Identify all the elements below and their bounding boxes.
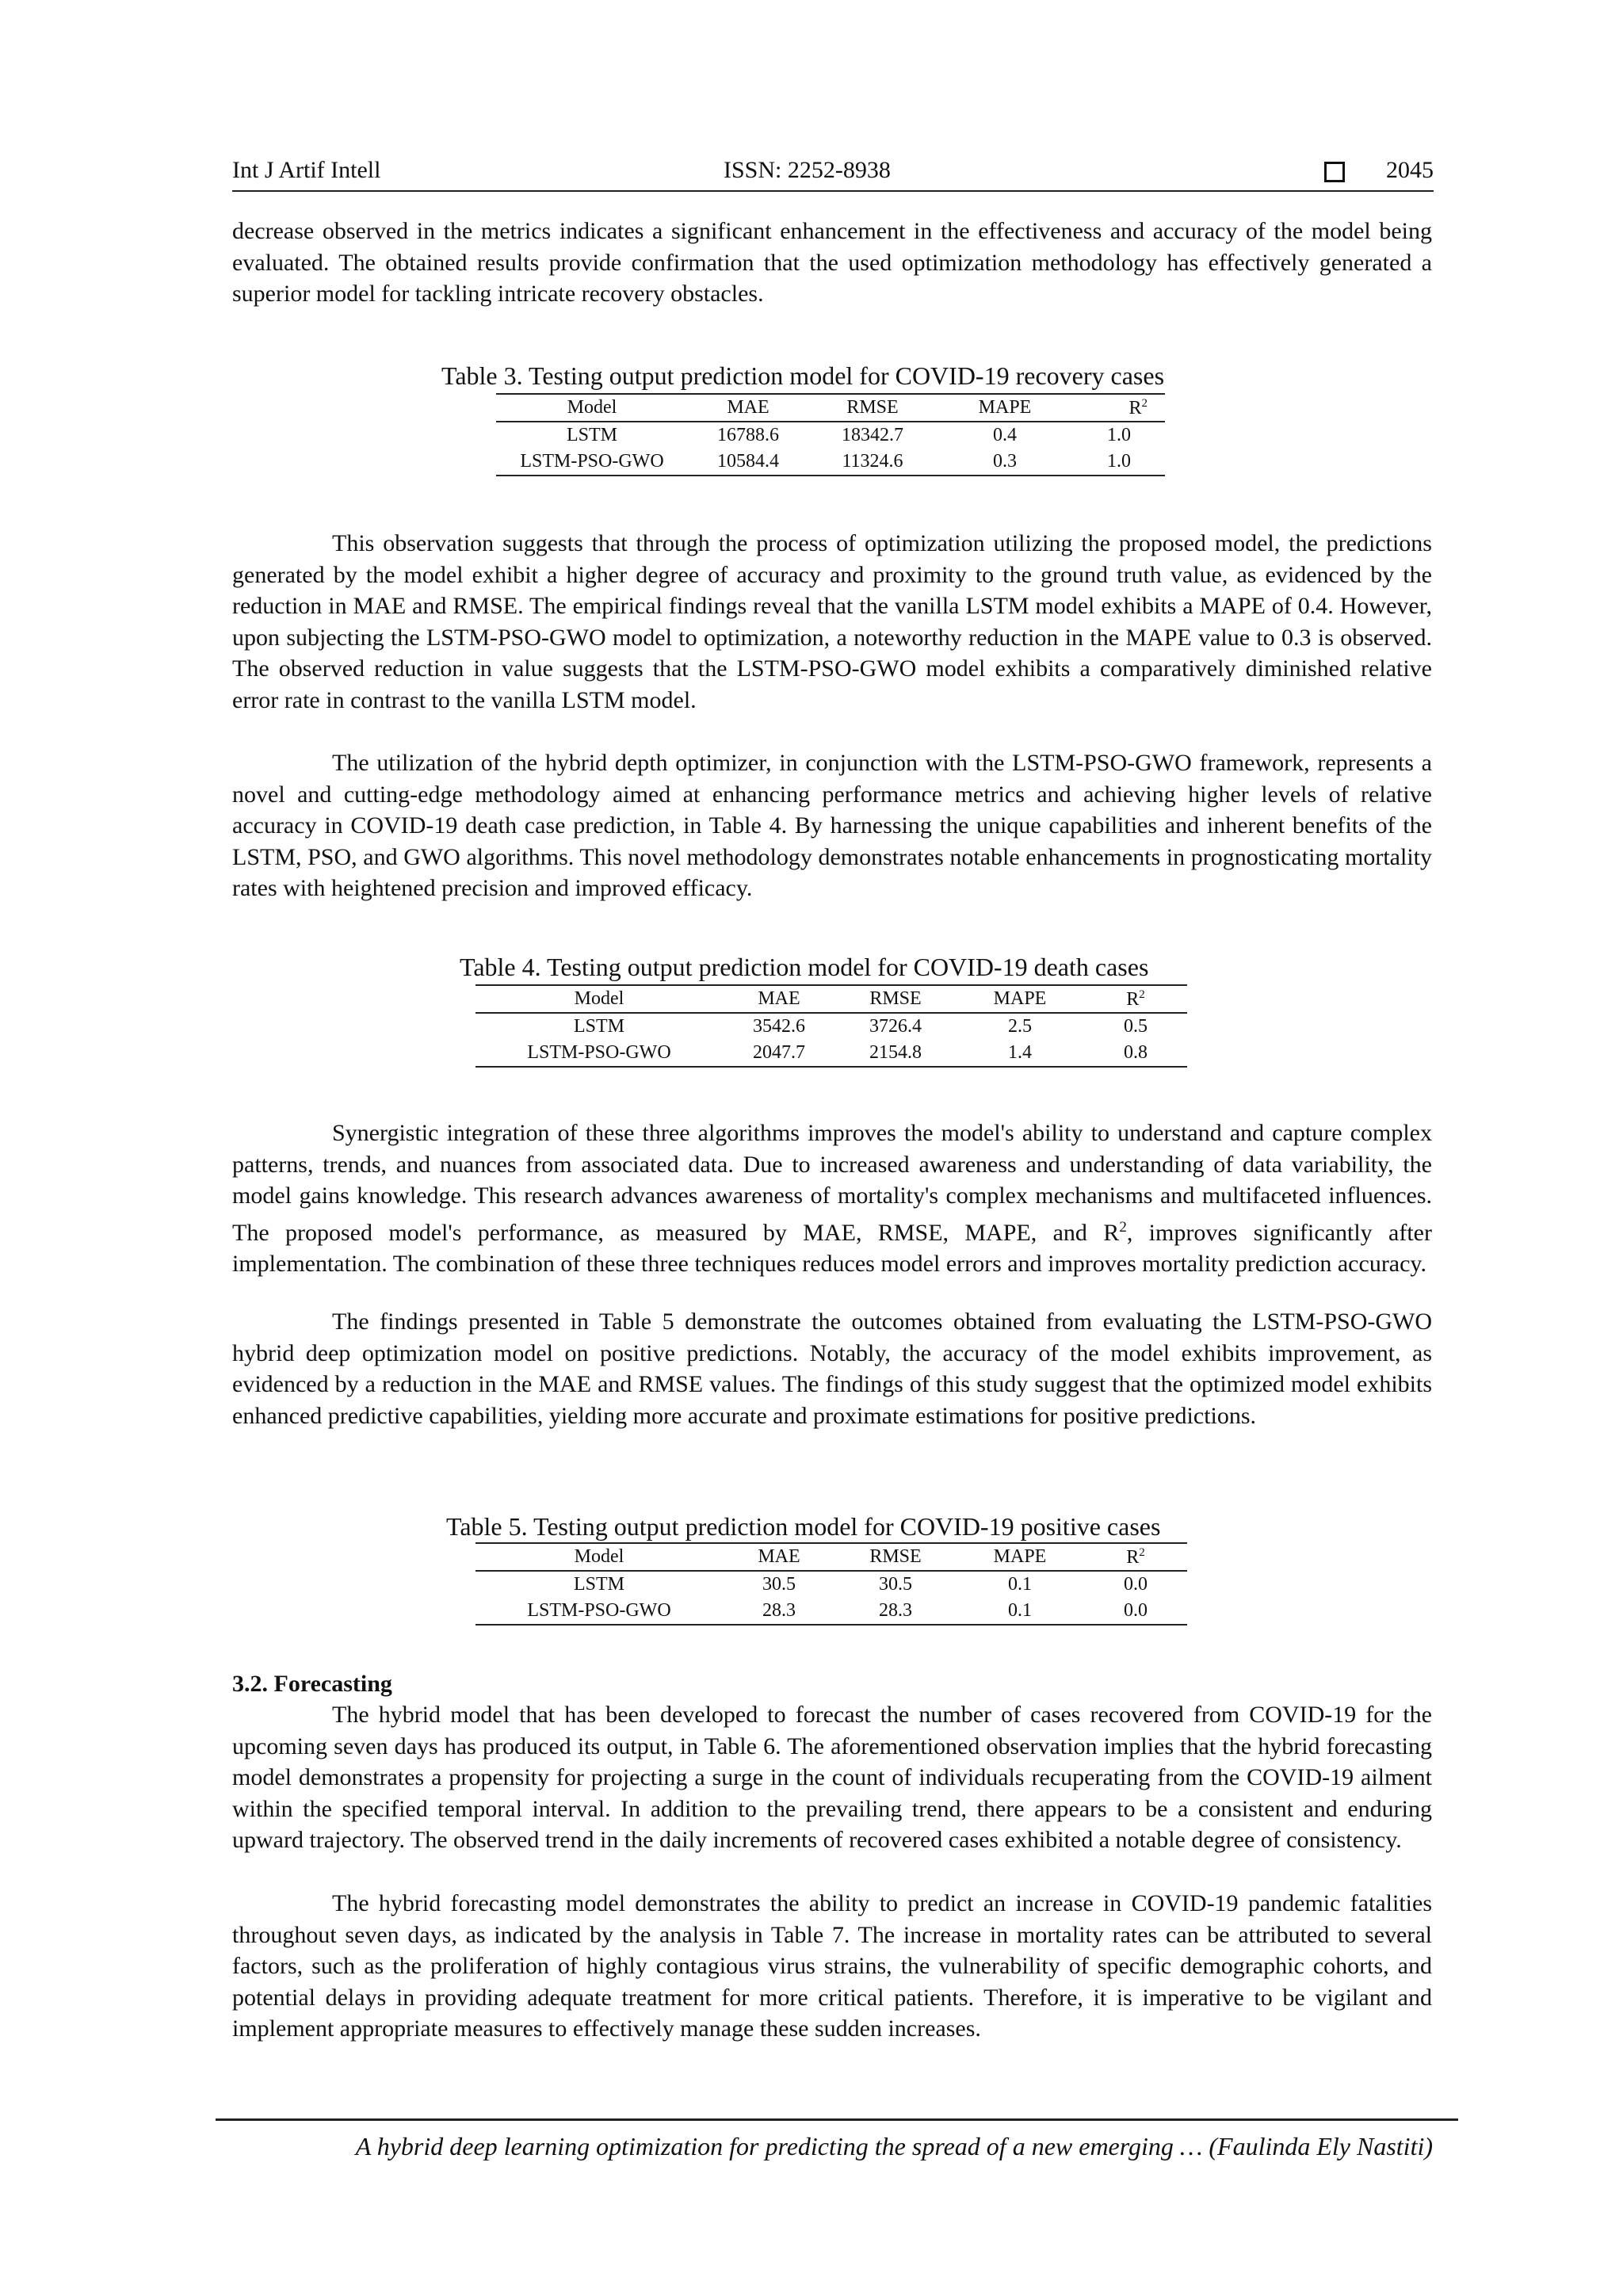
col-header-mae: MAE	[723, 1543, 835, 1571]
col-header-mae: MAE	[723, 985, 835, 1013]
col-header-r2: $R^2$	[1084, 1543, 1187, 1571]
col-header-model: Model	[475, 1543, 723, 1571]
col-header-model: Model	[496, 394, 688, 422]
table-5-caption: Table 5. Testing output prediction model for COVID-19 positive cases	[446, 1512, 1161, 1541]
table-4-caption: Table 4. Testing output prediction model for COVID-19 death cases	[460, 953, 1149, 981]
col-header-rmse: RMSE	[835, 985, 956, 1013]
checkbox-square-icon	[1324, 162, 1345, 182]
table-3	[496, 393, 1165, 476]
col-header-mape: MAPE	[937, 394, 1073, 422]
running-header	[232, 155, 1434, 192]
table-3-caption: Table 3. Testing output prediction model for COVID-19 recovery cases	[441, 361, 1165, 390]
col-header-mape: MAPE	[956, 1543, 1084, 1571]
col-header-rmse: RMSE	[808, 394, 937, 422]
col-header-mae: MAE	[688, 394, 808, 422]
paragraph-1: decrease observed in the metrics indicates a significant enhancement in the effectiveness and accuracy of the model being evaluated. The obtained results provide confirmation that the used optimization methodology has effectively generated a superior model for tackling intricate recovery obstacles.	[232, 218, 1432, 308]
col-header-r2: $R^2$	[1084, 985, 1187, 1013]
paragraph-6: The hybrid model that has been developed to forecast the number of cases recovered from COVID-19 for the upcoming seven days has produced its output, in Table 6. The aforementioned observation implies that the hybrid forecasting model demonstrates a propensity for projecting a surge in the count of individuals recuperating from the COVID-19 ailment within the specified temporal interval. In addition to the prevailing trend, there appears to be a consistent and enduring upward trajectory. The observed trend in the daily increments of recovered cases exhibited a notable degree of consistency.	[232, 1702, 1432, 1854]
page-number: 2045	[1386, 157, 1434, 183]
col-header-model: Model	[475, 985, 723, 1013]
col-header-mape: MAPE	[956, 985, 1084, 1013]
table-4	[475, 984, 1187, 1068]
table-5	[475, 1542, 1187, 1626]
table-row: LSTM 16788.6 18342.7 0.4 1.0	[566, 425, 1131, 445]
table-row: LSTM-PSO-GWO 2047.7 2154.8 1.4 0.8	[475, 1040, 1187, 1067]
journal-name: Int J Artif Intell	[232, 157, 381, 183]
paragraph-5: The findings presented in Table 5 demonstrate the outcomes obtained from evaluating the LSTM-PSO-GWO hybrid deep optimization model on positive predictions. Notably, the accuracy of the model exhibits improvement, as evidenced by a reduction in the MAE and RMSE values. The findings of this study suggest that the optimized model exhibits enhanced predictive capabilities, yielding more accurate and proximate estimations for positive predictions.	[232, 1308, 1432, 1429]
table-row: LSTM 3542.6 3726.4 2.5 0.5	[573, 1016, 1148, 1037]
paragraph-4: Synergistic integration of these three algorithms improves the model's ability to understand and capture complex patterns, trends, and nuances from associated data. Due to increased awareness and understanding of data variability, the model gains knowledge. This research advances awareness of mortality's complex mechanisms and multifaceted influences. The proposed model's performance, as measured by MAE, RMSE, MAPE, and $R^2$, improves significantly after implementation. The combination of these three techniques reduces model errors and improves mortality prediction accuracy.	[232, 1120, 1432, 1278]
paragraph-7: The hybrid forecasting model demonstrates the ability to predict an increase in COVID-19 pandemic fatalities throughout seven days, as indicated by the analysis in Table 7. The increase in mortality rates can be attributed to several factors, such as the proliferation of highly contagious virus strains, the vulnerability of specific demographic cohorts, and potential delays in providing adequate treatment for more critical patients. Therefore, it is imperative to be vigilant and implement appropriate measures to effectively manage these sudden increases.	[232, 1890, 1432, 2042]
running-footer: A hybrid deep learning optimization for predicting the spread of a new emerging … (Faulinda Ely Nastiti)	[355, 2132, 1433, 2160]
table-row: LSTM-PSO-GWO 10584.4 11324.6 0.3 1.0	[496, 449, 1165, 476]
table-row: LSTM-PSO-GWO 28.3 28.3 0.1 0.0	[475, 1598, 1187, 1625]
section-heading: 3.2. Forecasting	[232, 1671, 392, 1697]
col-header-r2: $R^2$	[1073, 394, 1165, 422]
col-header-rmse: RMSE	[835, 1543, 956, 1571]
paragraph-3: The utilization of the hybrid depth optimizer, in conjunction with the LSTM-PSO-GWO framework, represents a novel and cutting-edge methodology aimed at enhancing performance metrics and achieving higher levels of relative accuracy in COVID-19 death case prediction, in Table 4. By harnessing the unique capabilities and inherent benefits of the LSTM, PSO, and GWO algorithms. This novel methodology demonstrates notable enhancements in prognosticating mortality rates with heightened precision and improved efficacy.	[232, 750, 1432, 902]
table-row: LSTM 30.5 30.5 0.1 0.0	[573, 1574, 1148, 1595]
issn: ISSN: 2252-8938	[724, 157, 891, 183]
footer-rule	[216, 2118, 1458, 2121]
paragraph-2: This observation suggests that through the process of optimization utilizing the proposed model, the predictions generated by the model exhibit a higher degree of accuracy and proximity to the ground truth value, as evidenced by the reduction in MAE and RMSE. The empirical findings reveal that the vanilla LSTM model exhibits a MAPE of 0.4. However, upon subjecting the LSTM-PSO-GWO model to optimization, a noteworthy reduction in the MAPE value to 0.3 is observed. The observed reduction in value suggests that the LSTM-PSO-GWO model exhibits a comparatively diminished relative error rate in contrast to the vanilla LSTM model.	[232, 530, 1432, 713]
